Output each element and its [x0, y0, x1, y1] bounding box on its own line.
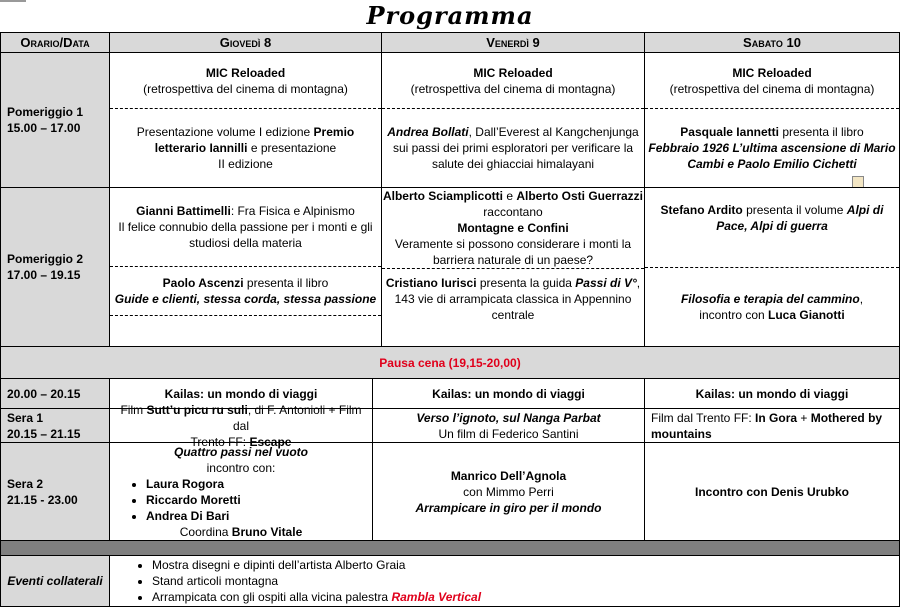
- header-orario: Orario/Data: [0, 32, 110, 53]
- text: +: [797, 410, 811, 425]
- text: e: [502, 189, 517, 203]
- sera1-venerdi: [372, 408, 645, 443]
- eventi-list: [130, 557, 481, 605]
- row-label: Eventi collaterali: [7, 574, 103, 588]
- text: sui passi dei primi esploratori per verificare la: [392, 141, 634, 156]
- text: Andrea Bollati: [387, 125, 469, 140]
- text: Gianni Battimelli: [136, 204, 231, 218]
- r20-venerdi: Kailas: un mondo di viaggi: [372, 378, 645, 409]
- row-time: 20.00 – 20.15: [7, 386, 81, 401]
- mic-title: MIC Reloaded: [473, 65, 553, 80]
- p2-fri-event-a: [383, 188, 643, 268]
- r20-sabato: Kailas: un mondo di viaggi: [644, 378, 900, 409]
- list-item: • Laura Rogora: [146, 476, 241, 492]
- text: Cambi e Paolo Emilio Cichetti: [687, 157, 857, 172]
- mic-sub: (retrospettiva del cinema di montagna): [669, 81, 875, 96]
- text: salute dei ghiacciai himalayani: [431, 157, 595, 172]
- p1-thu-event: [110, 108, 381, 187]
- mic-sub: (retrospettiva del cinema di montagna): [143, 81, 348, 96]
- mic-title: MIC Reloaded: [205, 65, 286, 80]
- row-time: 20.15 – 21.15: [7, 426, 81, 441]
- mic-block: [143, 53, 348, 108]
- label-20: [0, 378, 110, 409]
- list-item: • Riccardo Moretti: [146, 492, 241, 508]
- label-sera-1: [0, 408, 110, 443]
- p2-thu-event-a: [118, 188, 372, 266]
- text: mountains: [651, 426, 712, 441]
- text: Trento FF:: [190, 434, 250, 449]
- row-time: 15.00 – 17.00: [7, 121, 81, 135]
- list-item: • Stand articoli montagna: [152, 573, 481, 589]
- separator-row: [0, 540, 900, 556]
- text: , Dall’Everest al Kangchenjunga: [468, 125, 639, 140]
- r20-giovedi: Kailas: un mondo di viaggi: [109, 378, 373, 409]
- text: Febbraio 1926 L’ultima ascensione di Mario: [648, 141, 896, 156]
- p2-venerdi: [381, 187, 645, 347]
- sera1-sabato: [644, 408, 900, 443]
- text: ,: [636, 276, 641, 290]
- p1-fri-event: [382, 108, 644, 187]
- text: Arrampicare in giro per il mondo: [415, 500, 602, 515]
- mic-title: MIC Reloaded: [732, 65, 812, 80]
- text: Luca Gianotti: [768, 307, 845, 322]
- text: con Mimmo Perri: [463, 484, 554, 499]
- text: centrale: [491, 308, 535, 322]
- mic-block: [670, 53, 875, 108]
- text: Bruno Vitale: [231, 524, 303, 539]
- text: Quattro passi nel vuoto: [173, 444, 308, 459]
- text: Manrico Dell’Agnola: [450, 468, 567, 483]
- list-item: • Andrea Di Bari: [146, 508, 241, 524]
- text: Alberto Sciamplicotti: [382, 189, 503, 203]
- p1-giovedi: [109, 52, 382, 188]
- text: Alpi di: [846, 203, 884, 217]
- row-time: 21.15 - 23.00: [7, 492, 78, 507]
- text: : Fra Fisica e Alpinismo: [230, 204, 355, 218]
- text: presenta il volume: [742, 203, 847, 217]
- text: Un film di Federico Santini: [438, 426, 579, 441]
- text: Filosofia e terapia del cammino: [680, 291, 860, 306]
- row-label: Sera 2: [7, 476, 44, 491]
- p2-thu-empty: [110, 315, 381, 346]
- p1-venerdi: [381, 52, 645, 188]
- row-label: Pomeriggio 2: [7, 252, 84, 266]
- sera2-giovedi: [109, 442, 373, 541]
- text: Guide e clienti, stessa corda, stessa passione: [114, 292, 377, 307]
- list-item: • Mostra disegni e dipinti dell’artista Alberto Graia: [152, 557, 481, 573]
- header-giovedi: Giovedì 8: [109, 32, 382, 53]
- mic-block: [411, 53, 616, 108]
- text: Cristiano Iurisci: [385, 276, 477, 290]
- label-pomeriggio-1: [0, 52, 110, 188]
- text: e presentazione: [247, 141, 337, 156]
- label-sera-2: [0, 442, 110, 541]
- text: Veramente si possono considerare i monti la: [394, 237, 632, 251]
- people-list: [124, 476, 241, 524]
- p1-sabato: [644, 52, 900, 188]
- text: studiosi della materia: [189, 236, 302, 250]
- text: Pasquale Iannetti: [680, 125, 779, 140]
- text: Passi di V°: [575, 276, 637, 290]
- eventi-list-cell: [109, 555, 900, 607]
- text: , di F. Antonioli + Film dal: [232, 402, 362, 433]
- text: Pace, Alpi di guerra: [716, 219, 828, 233]
- text: presenta il libro: [243, 276, 329, 291]
- text: Alberto Osti Guerrazzi: [516, 189, 644, 203]
- mic-sub: (retrospettiva del cinema di montagna): [410, 81, 616, 96]
- row-label: Pomeriggio 1: [7, 105, 84, 119]
- text: presenta il libro: [778, 125, 864, 140]
- p2-giovedi: [109, 187, 382, 347]
- text: In Gora: [755, 410, 798, 425]
- text: barriera naturale di un paese?: [432, 253, 594, 267]
- text: II edizione: [218, 157, 273, 172]
- text: ,: [859, 291, 864, 306]
- row-time: 17.00 – 19.15: [7, 268, 81, 282]
- text: Sutt’u picu ru suli: [146, 402, 248, 417]
- text: Verso l’ignoto, sul Nanga Parbat: [416, 410, 601, 425]
- header-venerdi: Venerdì 9: [381, 32, 645, 53]
- text: raccontano: [483, 205, 543, 219]
- p2-sabato: [644, 187, 900, 347]
- sera2-venerdi: [372, 442, 645, 541]
- p2-sat-event-a: [661, 188, 884, 267]
- text: Escape: [249, 434, 292, 449]
- text: Mothered by: [810, 410, 883, 425]
- p2-fri-event-b: [382, 268, 644, 346]
- text: Stefano Ardito: [660, 203, 743, 217]
- page-title: Programma: [366, 1, 534, 30]
- text: incontro con:: [206, 460, 276, 475]
- rambla-vertical-link[interactable]: Rambla Vertical: [391, 590, 482, 604]
- text: Arrampicata con gli ospiti alla vicina palestra: [152, 590, 392, 604]
- text: Coordina: [179, 524, 232, 539]
- text: Film dal Trento FF:: [651, 410, 756, 425]
- p2-sat-event-b: [645, 267, 899, 346]
- text: Paolo Ascenzi: [162, 276, 244, 291]
- text: Film: [120, 402, 147, 417]
- sera2-sabato: Incontro con Denis Urubko: [644, 442, 900, 541]
- text: Premio: [313, 125, 355, 140]
- text: 143 vie di arrampicata classica in Appennino: [394, 292, 632, 306]
- pausa-cena: Pausa cena (19,15-20,00): [0, 346, 900, 379]
- text: Montagne e Confini: [457, 221, 569, 235]
- text: Presentazione volume I edizione: [136, 125, 314, 140]
- text: presenta la guida: [476, 276, 576, 290]
- row-label: Sera 1: [7, 410, 44, 425]
- text: incontro con: [699, 307, 769, 322]
- text: Il felice connubio della passione per i monti e gli: [118, 220, 373, 234]
- label-pomeriggio-2: [0, 187, 110, 347]
- p2-thu-event-b: [110, 266, 381, 315]
- sera1-giovedi: [109, 402, 373, 449]
- label-eventi: [0, 555, 110, 607]
- text: letterario Iannilli: [154, 141, 248, 156]
- list-item: [152, 589, 481, 605]
- header-sabato: Sabato 10: [644, 32, 900, 53]
